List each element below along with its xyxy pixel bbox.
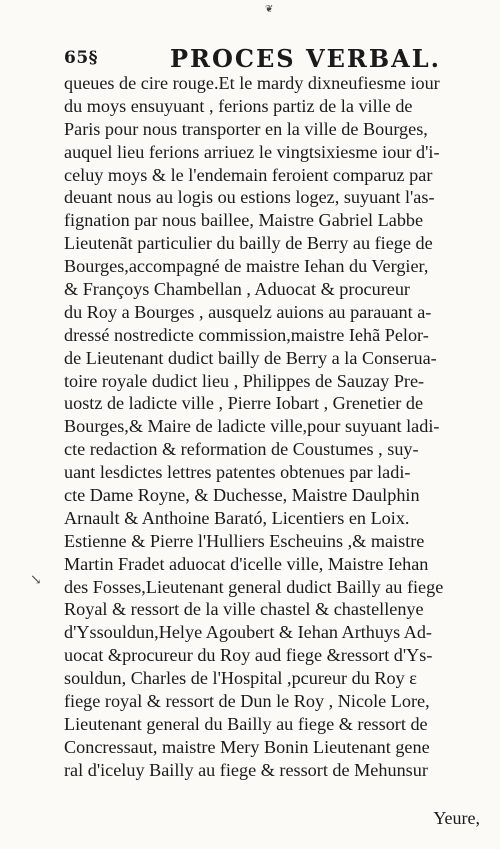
text-line: queues de cire rouge.Et le mardy dixneufiesme iour (64, 73, 440, 93)
ornament-mark: ❦ (265, 4, 274, 15)
text-line: toire royale dudict lieu , Philippes de Sauzay Pre- (64, 370, 425, 391)
text-line: auquel lieu ferions arriuez le vingtsixiesme iour d'i- (64, 141, 440, 162)
text-line: du Roy a Bourges , ausquelz auions au parauant a- (64, 301, 432, 322)
text-line: Royal & ressort de la ville chastel & chastellenye (64, 599, 424, 620)
page-header (62, 44, 490, 74)
margin-mark: ↘ (30, 572, 42, 588)
catchword: Yeure, (433, 808, 480, 828)
text-line: cte redaction & reformation de Coustumes , suy- (64, 439, 419, 460)
running-title: PROCES VERBAL. (170, 44, 441, 73)
text-line: du moys ensuyuant , ferions partiz de la ville de (64, 95, 413, 116)
text-line: & Françoys Chambellan , Aduocat & procureur (64, 279, 410, 300)
text-line: souldun, Charles de l'Hospital ,pcureur du Roy ɛ (64, 668, 417, 689)
text-line: Estienne & Pierre l'Hulliers Escheuins ,& maistre (64, 530, 425, 551)
text-line: Bourges,& Maire de ladicte ville,pour suyuant ladi- (64, 416, 440, 437)
text-line: uocat &procureur du Roy aud fiege &ressort d'Ys- (64, 645, 433, 666)
text-line: Lieutenant general du Bailly au fiege & ressort de (64, 713, 428, 734)
text-line: Paris pour nous transporter en la ville de Bourges, (64, 118, 428, 139)
text-line: Lieutenãt particulier du bailly de Berry au fiege de (64, 233, 433, 254)
text-line: Martin Fradet aduocat d'icelle ville, Maistre Iehan (64, 553, 429, 574)
text-line: de Lieutenant dudict bailly de Berry a la Conserua- (64, 347, 437, 368)
text-line: Arnault & Anthoine Barató, Licentiers en Loix. (64, 507, 410, 528)
text-line: uostz de ladicte ville , Pierre Iobart , Grenetier de (64, 393, 424, 414)
text-line: des Fosses,Lieutenant general dudict Bailly au fiege (64, 576, 444, 597)
text-line: fiege royal & ressort de Dun le Roy , Nicole Lore, (64, 691, 430, 712)
text-line: fignation par nous baillee, Maistre Gabriel Labbe (64, 210, 424, 231)
body-text (64, 72, 494, 782)
text-line: uant lesdictes lettres patentes obtenues par ladi- (64, 462, 411, 483)
text-line: cte Dame Royne, & Duchesse, Maistre Daulphin (64, 485, 420, 506)
page-number: 65§ (64, 48, 99, 68)
text-line: ral d'iceluy Bailly au fiege & ressort de Mehunsur (64, 759, 428, 780)
text-line: Concressaut, maistre Mery Bonin Lieutenant gene (64, 736, 430, 757)
text-line: d'Yssouldun,Helye Agoubert & Iehan Arthuys Ad- (64, 622, 432, 643)
text-line: Bourges,accompagné de maistre Iehan du Vergier, (64, 256, 429, 277)
text-line: celuy moys & le l'endemain feroient comparuz par (64, 164, 433, 185)
text-line: dressé nostredicte commission,maistre Iehã Pelor- (64, 324, 429, 345)
text-line: deuant nous au logis ou estions logez, suyuant l'as- (64, 187, 435, 208)
